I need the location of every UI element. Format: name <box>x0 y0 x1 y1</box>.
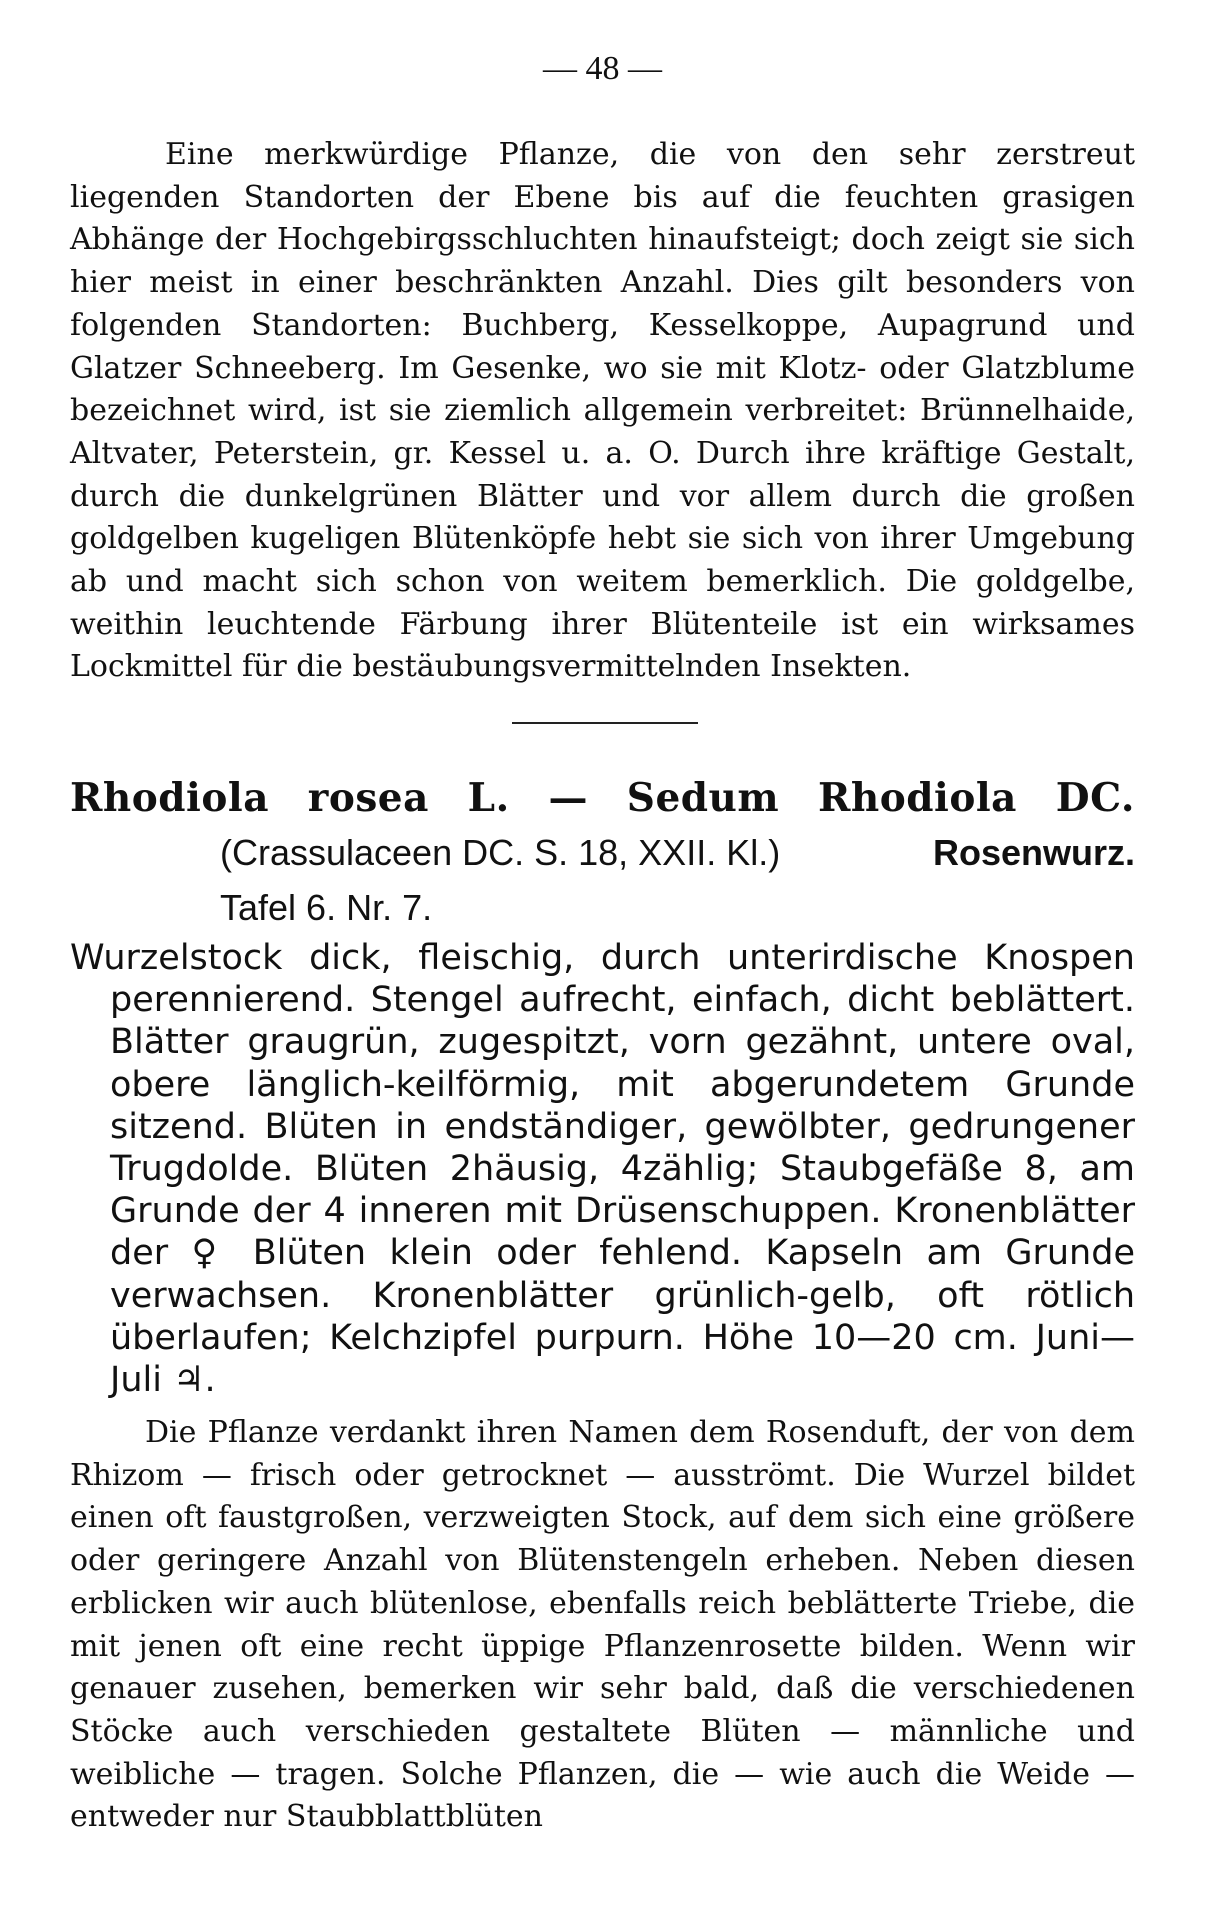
paragraph-intro: Eine merkwürdige Pflanze, die von den sehr zerstreut liegenden Standorten der Ebene bis auf die feuchten grasigen Abhänge der Hochgebirgsschluchten hinaufsteigt; doch zeigt sie sich hier meist in einer beschränkten Anzahl. Dies gilt besonders von folgenden Standorten: Buchberg, Kesselkoppe, Aupagrund und Glatzer Schneeberg. Im Gesenke, wo sie mit Klotz- oder Glatzblume bezeichnet wird, ist sie ziemlich allgemein verbreitet: Brünnelhaide, Altvater, Peterstein, gr. Kessel u. a. O. Durch ihre kräftige Gestalt, durch die dunkelgrünen Blätter und vor allem durch die großen goldgelben kugeligen Blütenköpfe hebt sie sich von ihrer Umgebung ab und macht sich schon von weitem bemerklich. Die goldgelbe, weithin leuchtende Färbung ihrer Blütenteile ist ein wirksames Lockmittel für die bestäubungsvermittelnden Insekten. <box>70 137 1135 685</box>
common-name: Rosenwurz. <box>932 832 1135 873</box>
family-classification: (Crassulaceen DC. S. 18, XXII. Kl.) <box>220 832 781 873</box>
species-description: Wurzelstock dick, fleischig, durch unterirdische Knospen perennierend. Stengel aufrecht, einfach, dicht beblättert. Blätter graugrün, zugespitzt, vorn gezähnt, untere oval, obere länglich-keilförmig, mit abgerundetem Grunde sitzend. Blüten in endständiger, gewölbter, gedrungener Trugdolde. Blüten 2häusig, 4zählig; Staubgefäße 8, am Grunde der 4 inneren mit Drüsenschuppen. Kronenblätter der ♀ Blüten klein oder fehlend. Kapseln am Grunde verwachsen. Kronenblätter grünlich-gelb, oft rötlich überlaufen; Kelchzipfel purpurn. Höhe 10—20 cm. Juni—Juli ♃. <box>70 938 1135 1401</box>
species-heading: Rhodiola rosea L. — Sedum Rhodiola DC. <box>70 775 1135 821</box>
page-number: — 48 — <box>543 50 662 87</box>
section-divider <box>512 722 698 724</box>
plate-reference: Tafel 6. Nr. 7. <box>220 887 433 928</box>
classification-line <box>220 832 1135 874</box>
paragraph-discussion: Die Pflanze verdankt ihren Namen dem Rosenduft, der von dem Rhizom — frisch oder getrocknet — ausströmt. Die Wurzel bildet einen oft faustgroßen, verzweigten Stock, auf dem sich eine größere oder geringere Anzahl von Blütenstengeln erheben. Neben diesen erblicken wir auch blütenlose, ebenfalls reich beblätterte Triebe, die mit jenen oft eine recht üppige Pflanzenrosette bilden. Wenn wir genauer zusehen, bemerken wir sehr bald, daß die verschiedenen Stöcke auch verschieden gestaltete Blüten — männliche und weibliche — tragen. Solche Pflanzen, die — wie auch die Weide — entweder nur Staubblattblüten <box>70 1415 1135 1835</box>
